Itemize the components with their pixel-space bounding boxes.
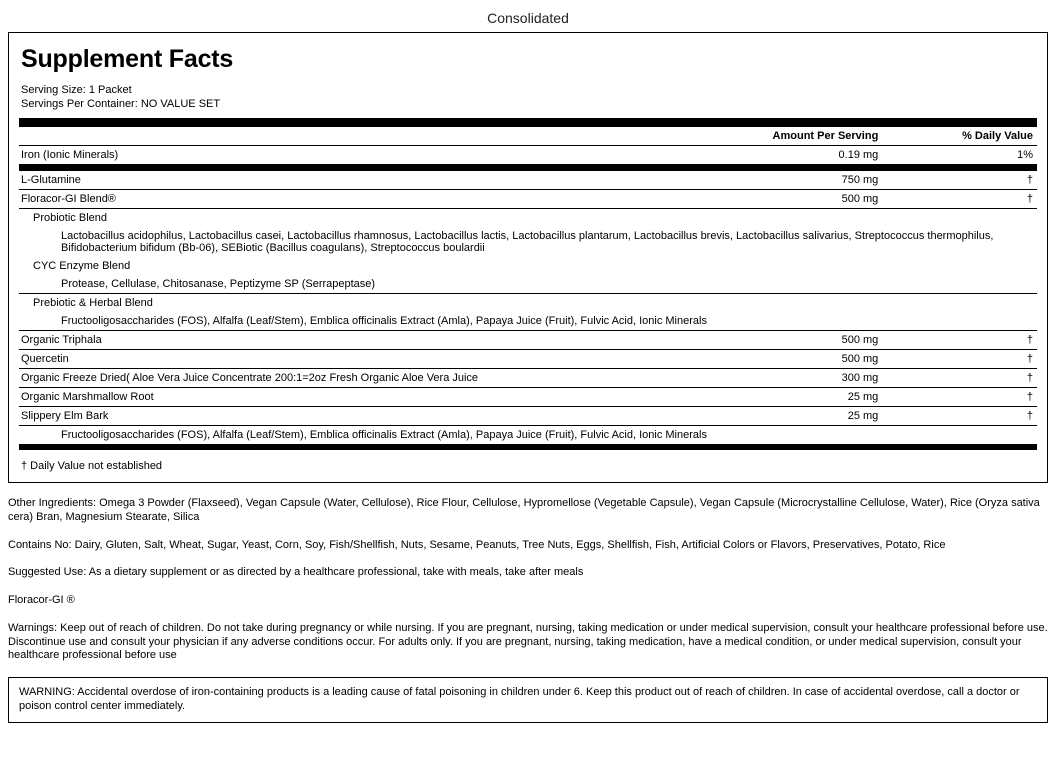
table-row — [19, 190, 1037, 209]
warnings-text: Warnings: Keep out of reach of children. Do not take during pregnancy or while nursing. If you are pregnant, nursing, taking medication or under medical supervision, consult your healthcare professional before use. Discontinue use and consult your physician if any adverse conditions occur. For adults only. If you are pregnant, nursing, taking medication, have a medical condition, or under medical supervision, consult your healthcare professional before use — [8, 621, 1048, 662]
table-top-bar — [19, 118, 1037, 127]
row-name: Iron (Ionic Minerals) — [19, 146, 671, 165]
row-daily-value: † — [884, 190, 1037, 209]
row-daily-value: † — [884, 388, 1037, 407]
brand-line: Floracor-GI ® — [8, 594, 75, 606]
row-daily-value: † — [884, 407, 1037, 426]
row-amount — [671, 294, 885, 313]
row-daily-value: † — [884, 331, 1037, 350]
table-row — [19, 331, 1037, 350]
row-amount: 25 mg — [671, 407, 885, 426]
table-row — [19, 257, 1037, 275]
row-name: Quercetin — [19, 350, 671, 369]
row-name: Slippery Elm Bark — [19, 407, 671, 426]
table-row — [19, 294, 1037, 313]
row-amount: 500 mg — [671, 190, 885, 209]
row-name: Protease, Cellulase, Chitosanase, Peptizyme SP (Serrapeptase) — [19, 275, 1037, 294]
supplement-facts-panel — [8, 32, 1048, 483]
row-name: Floracor-GI Blend® — [19, 190, 671, 209]
other-ingredients: Other Ingredients: Omega 3 Powder (Flaxseed), Vegan Capsule (Water, Cellulose), Rice Flour, Cellulose, Hypromellose (Vegetable Capsule), Vegan Capsule (Microcrystalline Cellulose, Water), Rice (Oryza sativa cera) Bran, Magnesium Stearate, Silica — [8, 497, 1040, 523]
table-row — [19, 146, 1037, 165]
supplement-facts-heading: Supplement Facts — [21, 45, 234, 73]
table-bottom-bar — [19, 444, 1037, 450]
row-daily-value — [884, 209, 1037, 228]
row-daily-value: † — [884, 171, 1037, 190]
iron-warning-box: WARNING: Accidental overdose of iron-containing products is a leading cause of fatal poisoning in children under 6. Keep this product out of reach of children. In case of accidental overdose, call a doctor or poison control center immediately. — [8, 677, 1048, 723]
table-row — [19, 312, 1037, 331]
row-name: Probiotic Blend — [33, 212, 107, 224]
label-body-text — [8, 497, 1048, 663]
header-amount-per-serving: Amount Per Serving — [671, 127, 885, 146]
table-row — [19, 407, 1037, 426]
row-daily-value: † — [884, 350, 1037, 369]
serving-size: Serving Size: 1 Packet — [21, 84, 132, 96]
table-row — [19, 227, 1037, 257]
table-row — [19, 171, 1037, 190]
row-amount: 0.19 mg — [671, 146, 885, 165]
row-name: CYC Enzyme Blend — [33, 260, 131, 272]
table-row — [19, 426, 1037, 445]
supplement-facts-table — [19, 118, 1037, 450]
row-name: Prebiotic & Herbal Blend — [33, 297, 153, 309]
table-row — [19, 275, 1037, 294]
row-name: Fructooligosaccharides (FOS), Alfalfa (Leaf/Stem), Emblica officinalis Extract (Amla), Papaya Juice (Fruit), Fulvic Acid, Ionic Minerals — [19, 312, 1037, 331]
row-name: Fructooligosaccharides (FOS), Alfalfa (Leaf/Stem), Emblica officinalis Extract (Amla), Papaya Juice (Fruit), Fulvic Acid, Ionic Minerals — [61, 429, 707, 441]
row-name: L-Glutamine — [19, 171, 671, 190]
row-daily-value: † — [884, 369, 1037, 388]
row-amount: 300 mg — [671, 369, 885, 388]
table-row — [19, 350, 1037, 369]
row-name: Organic Marshmallow Root — [19, 388, 671, 407]
table-row — [19, 388, 1037, 407]
row-amount — [671, 257, 885, 275]
suggested-use: Suggested Use: As a dietary supplement or as directed by a healthcare professional, take with meals, take after meals — [8, 566, 584, 579]
header-daily-value: % Daily Value — [884, 127, 1037, 146]
page-title: Consolidated — [487, 10, 569, 26]
row-amount: 750 mg — [671, 171, 885, 190]
table-row — [19, 209, 1037, 228]
row-daily-value — [884, 257, 1037, 275]
row-daily-value: 1% — [884, 146, 1037, 165]
servings-per-container: Servings Per Container: NO VALUE SET — [21, 98, 221, 110]
row-name: Organic Freeze Dried( Aloe Vera Juice Concentrate 200:1=2oz Fresh Organic Aloe Vera Juice — [19, 369, 671, 388]
row-name: Organic Triphala — [19, 331, 671, 350]
header-spacer — [19, 127, 671, 146]
row-amount: 500 mg — [671, 331, 885, 350]
row-daily-value — [884, 294, 1037, 313]
row-name: Lactobacillus acidophilus, Lactobacillus casei, Lactobacillus rhamnosus, Lactobacillus lactis, Lactobacillus plantarum, Lactobacillus brevis, Lactobacillus salivarius, Streptococcus thermophilus, Bifidobacterium bifidum (Bb-06), SEBiotic (Bacillus coagulans), Streptococcus boulardii — [61, 230, 994, 254]
table-row — [19, 369, 1037, 388]
row-amount: 25 mg — [671, 388, 885, 407]
table-header-row — [19, 127, 1037, 146]
row-amount — [671, 209, 885, 228]
daily-value-footnote: † Daily Value not established — [21, 460, 163, 472]
row-amount: 500 mg — [671, 350, 885, 369]
contains-no: Contains No: Dairy, Gluten, Salt, Wheat, Sugar, Yeast, Corn, Soy, Fish/Shellfish, Nuts, Sesame, Peanuts, Tree Nuts, Eggs, Shellfish, Fish, Artificial Colors or Flavors, Preservatives, Potato, Rice — [8, 538, 946, 551]
